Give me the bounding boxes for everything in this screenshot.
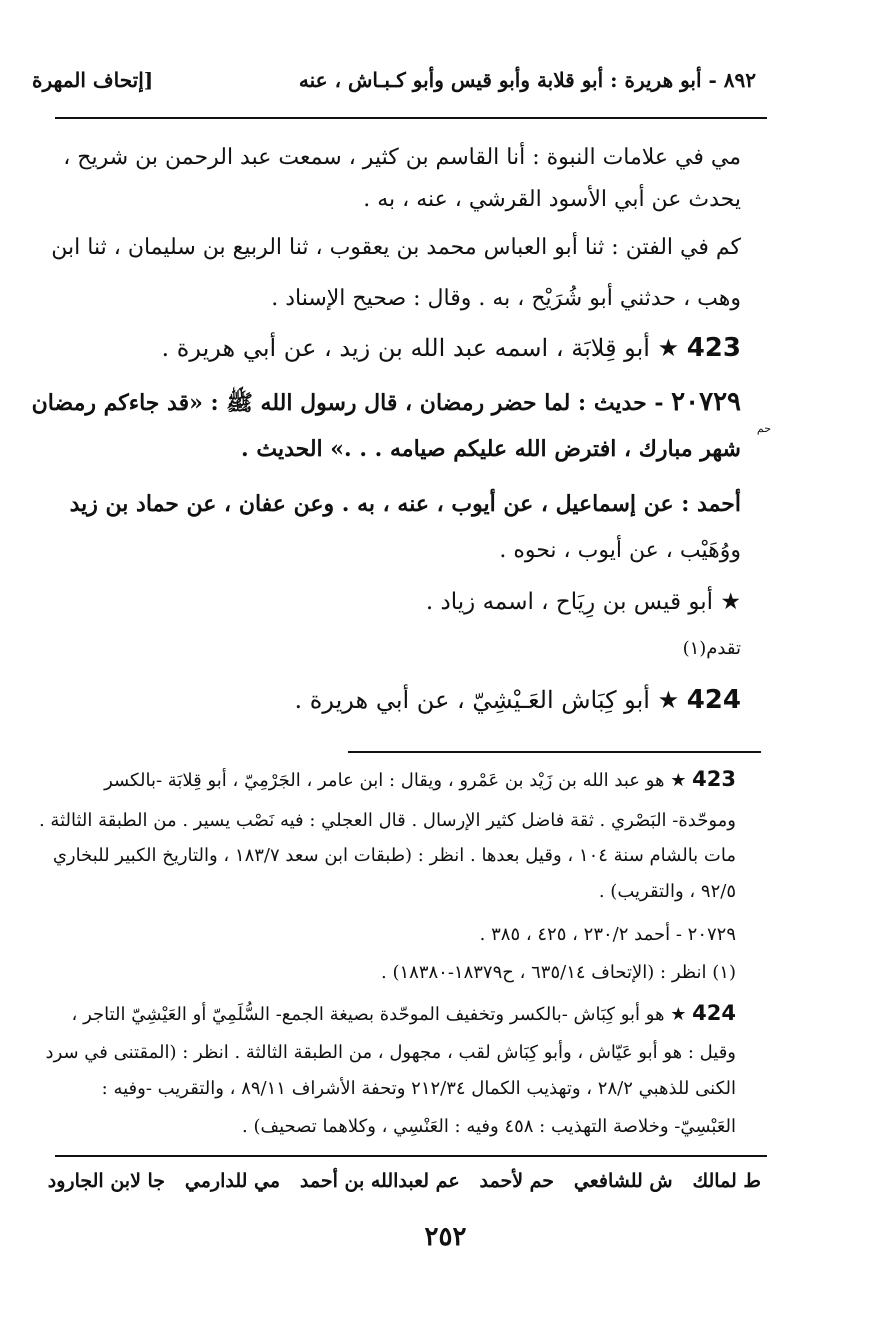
paragraph-1-line-1: مي في علامات النبوة : أنا القاسم بن كثير ، سمعت عبد الرحمن بن شريح ، [63, 145, 741, 170]
paragraph-2-line-2: وهب ، حدثني أبو شُرَيْح ، به . وقال : صحيح الإسناد . [271, 286, 741, 311]
hadith-20729-line-1 [32, 387, 741, 418]
abu-qays-line [426, 586, 741, 618]
abu-qays-text: أبو قيس بن رِيَاح ، اسمه زياد . [425, 589, 714, 615]
hadith-20729-line-2: شهر مبارك ، افترض الله عليكم صيامه . . .» الحديث . [241, 436, 741, 462]
footnote-423-line-1 [104, 766, 736, 794]
hadith-text-1: - حديث : لما حضر رمضان ، قال رسول الله ﷺ : «قد جاءكم رمضان [31, 390, 664, 416]
star-icon: ★ [657, 334, 680, 362]
siglum-mark: حم [756, 422, 771, 435]
footnote-424-line-2: وقيل : هو أبو عَيّاش ، وأبو كِبَاش لقب ، مجهول ، من الطبقة الثالثة . انظر : (المقتنى في سرد [45, 1042, 736, 1063]
narrator-423-text: أبو قِلابَة ، اسمه عبد الله بن زيد ، عن أبي هريرة . [161, 334, 650, 362]
narrator-424-text: أبو كِبَاش العَـيْشِيّ ، عن أبي هريرة . [294, 686, 650, 714]
star-icon: ★ [670, 770, 687, 791]
footnote-424-line-4: العَبْسِيّ- وخلاصة التهذيب : ٤٥٨ وفيه : العَنْسِي ، وكلاهما تصحيف) . [242, 1116, 736, 1137]
ahmad-text-1: أحمد : عن إسماعيل ، عن أيوب ، عنه ، به . وعن عفان ، عن حماد بن زيد [69, 491, 741, 517]
footnote-separator [348, 751, 761, 753]
narrator-424-number: 424 [686, 685, 741, 715]
footnote-423-text-1: هو عبد الله بن زَيْد بن عَمْرو ، ويقال : ابن عامر ، الجَرْمِيّ ، أبو قِلابَة -بالكسر [104, 770, 665, 791]
narrator-424 [295, 683, 741, 717]
hadith-number: ٢٠٧٢٩ [671, 387, 741, 417]
star-icon: ★ [720, 589, 741, 615]
star-icon: ★ [670, 1004, 687, 1025]
paragraph-2-line-1: كم في الفتن : ثنا أبو العباس محمد بن يعقوب ، ثنا الربيع بن سليمان ، ثنا ابن [51, 235, 741, 260]
footnote-20729: ٢٠٧٢٩ - أحمد ٢٣٠/٢ ، ٤٢٥ ، ٣٨٥ . [479, 924, 736, 945]
narrator-423 [162, 331, 741, 365]
star-icon: ★ [657, 686, 680, 714]
footnote-423-line-4: ٩٢/٥ ، والتقريب) . [598, 881, 736, 902]
footnote-424-number: 424 [692, 1001, 736, 1025]
footnote-423-number: 423 [692, 767, 736, 791]
narrator-423-number: 423 [686, 333, 741, 363]
legend-rule [55, 1155, 767, 1157]
page-number: ٢٥٢ [424, 1222, 467, 1252]
footnote-424-text-1: هو أبو كِبَاش -بالكسر وتخفيف الموحّدة بصيغة الجمع- السُّلَمِيّ أو العَيْشِيّ التاجر ، [71, 1004, 665, 1025]
header-rule [55, 117, 767, 119]
footnote-424-line-3: الكنى للذهبي ٢٨/٢ ، وتهذيب الكمال ٢١٢/٣٤ وتحفة الأشراف ٨٩/١١ ، والتقريب -وفيه : [101, 1078, 736, 1099]
footnote-424-line-1 [72, 1000, 736, 1028]
footnote-1: (١) انظر : (الإتحاف ٦٣٥/١٤ ، ح١٨٣٧٩-١٨٣٨٠) . [381, 962, 736, 983]
footnote-423-line-2: وموحّدة- البَصْري . ثقة فاضل كثير الإرسال . قال العجلي : فيه نَصْب يسير . من الطبقة الثالثة . [38, 810, 736, 831]
taqaddam: تقدم(١) [682, 638, 741, 659]
siglum-legend: ط لمالك ش للشافعي حم لأحمد عم لعبدالله بن أحمد مي للدارمي جا لابن الجارود [47, 1170, 761, 1192]
ahmad-line-2: ووُهَيْب ، عن أيوب ، نحوه . [499, 538, 741, 563]
running-title: ٨٩٢ - أبو هريرة : أبو قلابة وأبو قيس وأبو كـبـاش ، عنه [298, 68, 756, 92]
ahmad-line-1 [70, 489, 741, 520]
book-title: [إتحاف المهرة [32, 68, 154, 92]
paragraph-1-line-2: يحدث عن أبي الأسود القرشي ، عنه ، به . [363, 187, 741, 212]
footnote-423-line-3: مات بالشام سنة ١٠٤ ، وقيل بعدها . انظر : (طبقات ابن سعد ١٨٣/٧ ، والتاريخ الكبير للبخاري [52, 845, 736, 866]
